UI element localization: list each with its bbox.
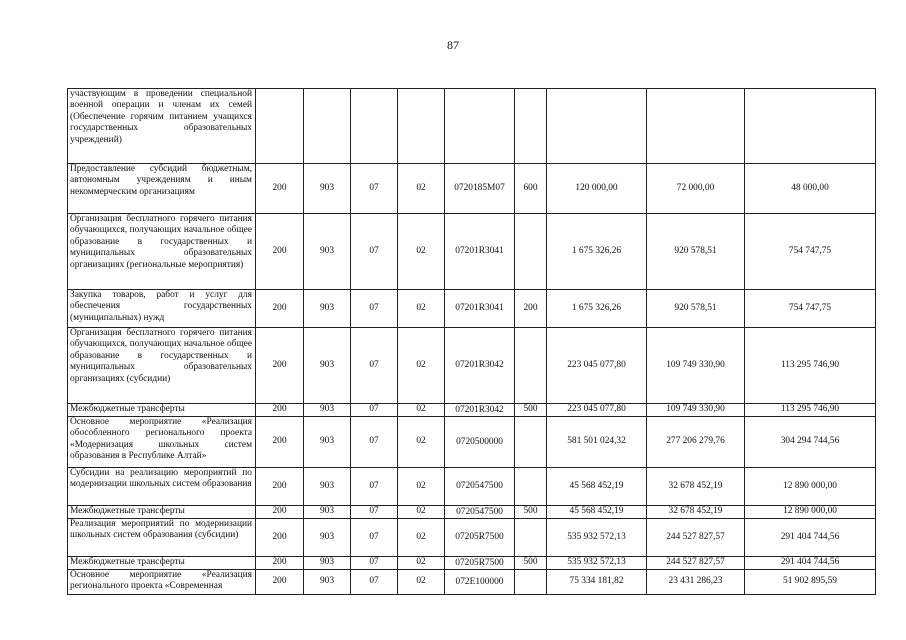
cell-code: 02: [398, 328, 445, 404]
cell-empty: [351, 89, 398, 164]
budget-table: [67, 88, 876, 595]
cell-empty: [647, 89, 745, 164]
table-row: [68, 468, 876, 506]
cell-sum-2: 920 578,51: [647, 290, 745, 328]
cell-sum-total: 223 045 077,80: [547, 404, 647, 417]
cell-code: 02: [398, 468, 445, 506]
cell-code: 07: [351, 557, 398, 570]
cell-sum-3: 48 000,00: [745, 164, 876, 214]
cell-code: 903: [304, 519, 351, 557]
cell-sum-total: 45 568 452,19: [547, 468, 647, 506]
cell-code: 02: [398, 404, 445, 417]
cell-sum-2: 72 000,00: [647, 164, 745, 214]
cell-expense-type: 500: [515, 557, 547, 570]
cell-target-article: 0720500000: [445, 417, 515, 468]
cell-expense-type: [515, 519, 547, 557]
row-name-cell: Предоставление субсидий бюджетным, автономным учреждениям и иным некоммерческим организациям: [68, 164, 256, 214]
page-number: 87: [447, 38, 459, 52]
cell-sum-total: 120 000,00: [547, 164, 647, 214]
cell-code: 07: [351, 290, 398, 328]
cell-expense-type: [515, 570, 547, 595]
row-name-cell: Организация бесплатного горячего питания обучающихся, получающих начальное общее образование в государственных и муниципальных образовательных организациях (субсидии): [68, 328, 256, 404]
cell-empty: [547, 89, 647, 164]
cell-code: 903: [304, 557, 351, 570]
row-name-cell: Межбюджетные трансферты: [68, 557, 256, 570]
cell-sum-3: 12 890 000,00: [745, 468, 876, 506]
row-name-cell: Межбюджетные трансферты: [68, 506, 256, 519]
cell-code: 200: [256, 557, 304, 570]
cell-sum-3: 754 747,75: [745, 290, 876, 328]
cell-sum-3: 12 890 000,00: [745, 506, 876, 519]
cell-sum-total: 45 568 452,19: [547, 506, 647, 519]
cell-empty: [745, 89, 876, 164]
table-row: [68, 519, 876, 557]
cell-expense-type: 200: [515, 290, 547, 328]
cell-sum-total: 535 932 572,13: [547, 519, 647, 557]
cell-code: 02: [398, 417, 445, 468]
cell-code: 07: [351, 214, 398, 290]
cell-expense-type: [515, 417, 547, 468]
cell-sum-3: 51 902 895,59: [745, 570, 876, 595]
cell-target-article: 07201R3041: [445, 214, 515, 290]
cell-sum-2: 244 527 827,57: [647, 557, 745, 570]
cell-target-article: 07201R3041: [445, 290, 515, 328]
table-row: [68, 290, 876, 328]
cell-expense-type: [515, 328, 547, 404]
cell-code: 903: [304, 468, 351, 506]
cell-code: 903: [304, 328, 351, 404]
cell-code: 903: [304, 214, 351, 290]
cell-sum-total: 75 334 181,82: [547, 570, 647, 595]
cell-sum-3: 113 295 746,90: [745, 328, 876, 404]
cell-code: 903: [304, 506, 351, 519]
cell-sum-2: 23 431 286,23: [647, 570, 745, 595]
cell-sum-2: 277 206 279,76: [647, 417, 745, 468]
row-name-cell: Основное мероприятие «Реализация регионального проекта «Современная: [68, 570, 256, 595]
cell-sum-total: 1 675 326,26: [547, 214, 647, 290]
cell-code: 07: [351, 570, 398, 595]
cell-sum-3: 754 747,75: [745, 214, 876, 290]
cell-sum-2: 32 678 452,19: [647, 506, 745, 519]
cell-sum-3: 291 404 744,56: [745, 519, 876, 557]
cell-code: 903: [304, 417, 351, 468]
cell-expense-type: 500: [515, 404, 547, 417]
cell-code: 07: [351, 164, 398, 214]
cell-code: 02: [398, 290, 445, 328]
cell-code: 903: [304, 290, 351, 328]
table-row: [68, 417, 876, 468]
cell-sum-total: 1 675 326,26: [547, 290, 647, 328]
cell-target-article: 0720547500: [445, 468, 515, 506]
cell-code: 200: [256, 290, 304, 328]
cell-sum-total: 535 932 572,13: [547, 557, 647, 570]
table-row: [68, 404, 876, 417]
table-row: [68, 214, 876, 290]
row-name-cell: участвующим в проведении специальной военной операции и членам их семей (Обеспечение горячим питанием учащихся государственных образовательных учреждений): [68, 89, 256, 164]
cell-code: 200: [256, 404, 304, 417]
cell-code: 02: [398, 570, 445, 595]
cell-code: 07: [351, 468, 398, 506]
cell-target-article: 0720547500: [445, 506, 515, 519]
cell-expense-type: [515, 214, 547, 290]
cell-empty: [445, 89, 515, 164]
cell-code: 200: [256, 570, 304, 595]
cell-target-article: 07205R7500: [445, 519, 515, 557]
cell-expense-type: [515, 468, 547, 506]
cell-code: 07: [351, 417, 398, 468]
table-row: [68, 328, 876, 404]
cell-target-article: 07201R3042: [445, 404, 515, 417]
cell-code: 200: [256, 519, 304, 557]
cell-target-article: 07201R3042: [445, 328, 515, 404]
table-row: [68, 164, 876, 214]
cell-target-article: 0720185М07: [445, 164, 515, 214]
cell-empty: [398, 89, 445, 164]
cell-code: 903: [304, 404, 351, 417]
cell-sum-3: 304 294 744,56: [745, 417, 876, 468]
table-row: [68, 506, 876, 519]
cell-sum-2: 109 749 330,90: [647, 404, 745, 417]
cell-code: 200: [256, 506, 304, 519]
cell-code: 200: [256, 214, 304, 290]
cell-sum-2: 32 678 452,19: [647, 468, 745, 506]
row-name-cell: Реализация мероприятий по модернизации школьных систем образования (субсидии): [68, 519, 256, 557]
cell-code: 02: [398, 519, 445, 557]
cell-target-article: 072E100000: [445, 570, 515, 595]
cell-code: 200: [256, 164, 304, 214]
cell-sum-total: 581 501 024,32: [547, 417, 647, 468]
table-row: [68, 570, 876, 595]
cell-code: 07: [351, 328, 398, 404]
cell-code: 903: [304, 570, 351, 595]
cell-code: 02: [398, 506, 445, 519]
cell-code: 07: [351, 404, 398, 417]
cell-empty: [304, 89, 351, 164]
row-name-cell: Межбюджетные трансферты: [68, 404, 256, 417]
row-name-cell: Субсидии на реализацию мероприятий по модернизации школьных систем образования: [68, 468, 256, 506]
cell-code: 200: [256, 468, 304, 506]
cell-sum-total: 223 045 077,80: [547, 328, 647, 404]
row-name-cell: Основное мероприятие «Реализация обособленного регионального проекта «Модернизация школьных систем образования в Республике Алтай»: [68, 417, 256, 468]
cell-code: 02: [398, 557, 445, 570]
table-row: [68, 557, 876, 570]
cell-sum-2: 920 578,51: [647, 214, 745, 290]
row-name-cell: Закупка товаров, работ и услуг для обеспечения государственных (муниципальных) нужд: [68, 290, 256, 328]
cell-code: 07: [351, 519, 398, 557]
table-row: [68, 89, 876, 164]
cell-sum-3: 113 295 746,90: [745, 404, 876, 417]
cell-sum-3: 291 404 744,56: [745, 557, 876, 570]
cell-empty: [256, 89, 304, 164]
cell-expense-type: 600: [515, 164, 547, 214]
cell-code: 903: [304, 164, 351, 214]
cell-expense-type: 500: [515, 506, 547, 519]
cell-sum-2: 244 527 827,57: [647, 519, 745, 557]
cell-empty: [515, 89, 547, 164]
cell-code: 200: [256, 328, 304, 404]
cell-target-article: 07205R7500: [445, 557, 515, 570]
row-name-cell: Организация бесплатного горячего питания обучающихся, получающих начальное общее образование в государственных и муниципальных образовательных организациях (региональные мероприятия): [68, 214, 256, 290]
cell-sum-2: 109 749 330,90: [647, 328, 745, 404]
cell-code: 07: [351, 506, 398, 519]
cell-code: 02: [398, 164, 445, 214]
cell-code: 200: [256, 417, 304, 468]
cell-code: 02: [398, 214, 445, 290]
